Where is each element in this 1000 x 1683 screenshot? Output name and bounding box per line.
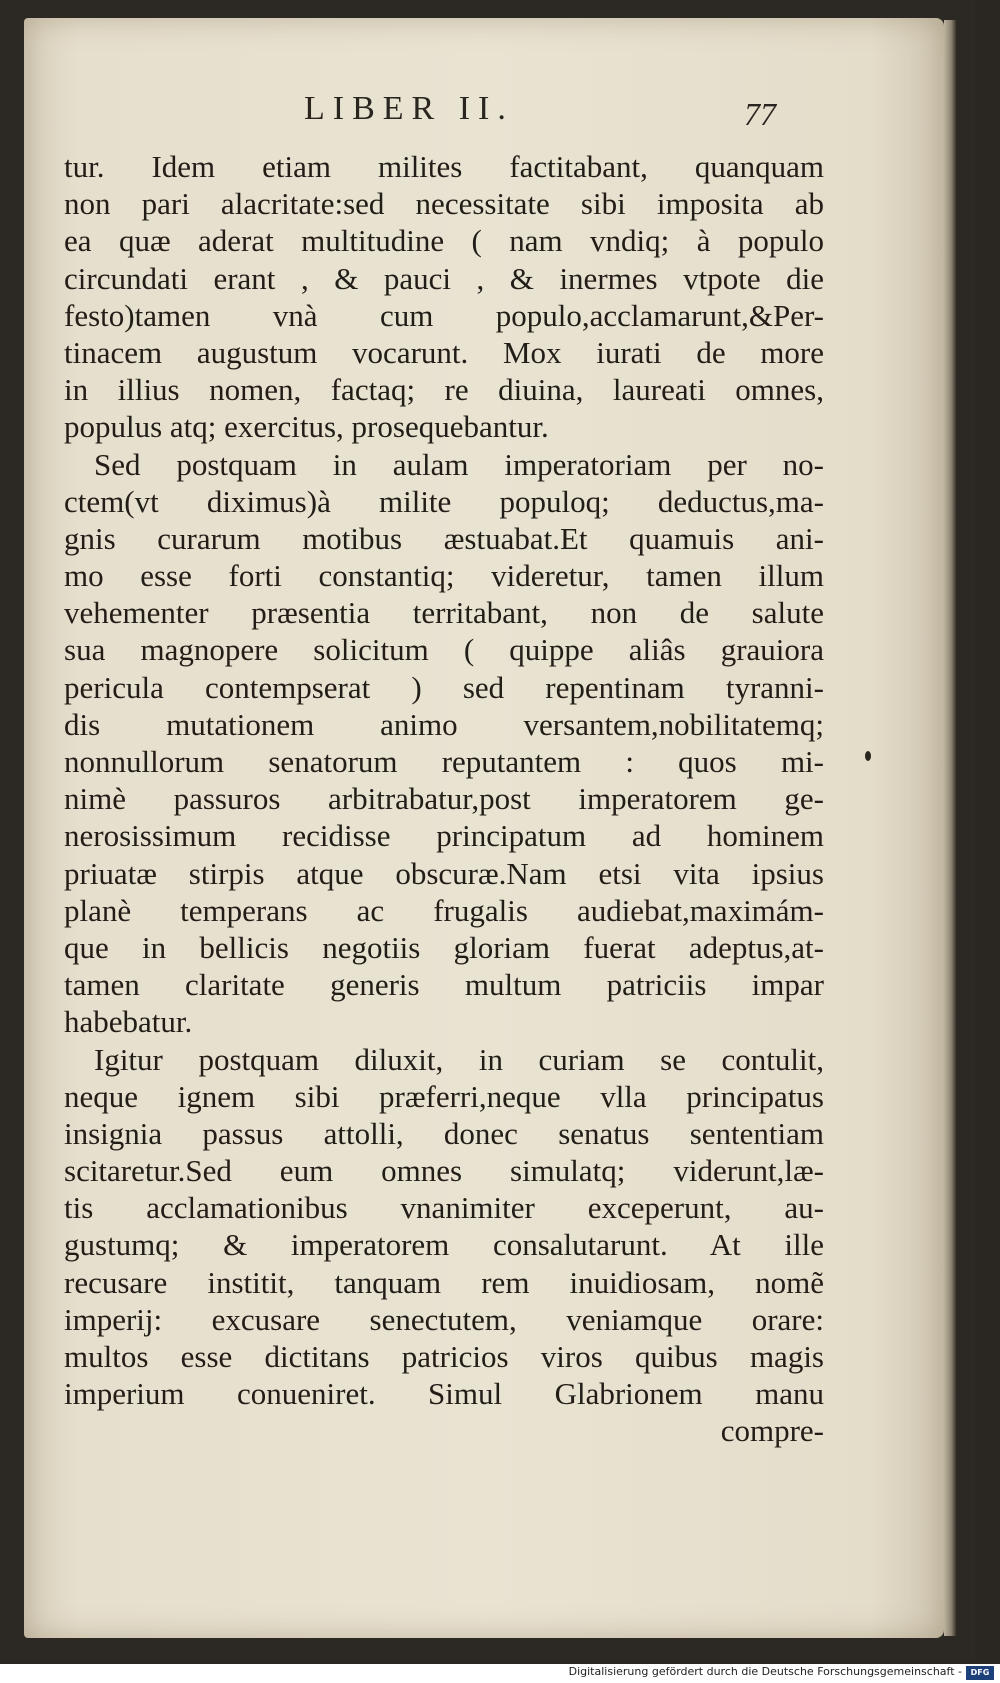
page-edge	[944, 20, 956, 1636]
text-line: tamen claritate generis multum patriciis impar	[64, 967, 824, 1003]
text-line: non pari alacritate:sed necessitate sibi imposita ab	[64, 186, 824, 222]
text-line: que in bellicis negotiis gloriam fuerat adeptus,at-	[64, 929, 824, 965]
digitization-footer	[0, 1664, 1000, 1683]
text-line: multos esse dictitans patricios viros quibus magis	[64, 1339, 824, 1374]
text-line: tur. Idem etiam milites factitabant, quanquam	[64, 149, 824, 184]
text-line: nonnullorum senatorum reputantem : quos mi-	[64, 744, 824, 779]
text-line: tis acclamationibus vnanimiter exceperunt, au-	[64, 1190, 824, 1226]
running-head	[24, 90, 944, 140]
text-line: nerosissimum recidisse principatum ad hominem	[64, 818, 824, 854]
text-line: ea quæ aderat multitudine ( nam vndiq; à populo	[64, 223, 824, 259]
ink-speck	[865, 751, 871, 761]
text-line: priuatæ stirpis atque obscuræ.Nam etsi vita ipsius	[64, 855, 824, 891]
paragraph-start-line: Igitur postquam diluxit, in curiam se contulit,	[94, 1041, 824, 1077]
text-line: planè temperans ac frugalis audiebat,maximám-	[64, 892, 824, 928]
text-line: ctem(vt diximus)à milite populoq; deductus,ma-	[64, 483, 824, 519]
footer-credit: Digitalisierung gefördert durch die Deutsche Forschungsgemeinschaft -	[568, 1665, 962, 1678]
text-line: mo esse forti constantiq; videretur, tamen illum	[64, 558, 824, 594]
text-line: populus atq; exercitus, prosequebantur.	[64, 409, 549, 445]
text-line: in illius nomen, factaq; re diuina, laureati omnes,	[64, 372, 824, 408]
text-line: nimè passuros arbitrabatur,post imperatorem ge-	[64, 781, 824, 817]
running-head-title: LIBER II.	[304, 90, 514, 127]
text-line: tinacem augustum vocarunt. Mox iurati de more	[64, 334, 824, 370]
book-page	[24, 18, 944, 1638]
text-line: gustumq; & imperatorem consalutarunt. At ille	[64, 1227, 824, 1263]
text-line: imperium conueniret. Simul Glabrionem manu	[64, 1376, 824, 1412]
text-line: festo)tamen vnà cum populo,acclamarunt,&Per-	[64, 297, 824, 333]
text-line: gnis curarum motibus æstuabat.Et quamuis ani-	[64, 520, 824, 556]
text-line: habebatur.	[64, 1004, 193, 1040]
text-line: dis mutationem animo versantem,nobilitatemq;	[64, 706, 824, 742]
text-line: pericula contempserat ) sed repentinam tyranni-	[64, 669, 824, 705]
text-line: insignia passus attolli, donec senatus sententiam	[64, 1115, 824, 1151]
text-line: sua magnopere solicitum ( quippe aliâs grauiora	[64, 632, 824, 668]
text-line: vehementer præsentia territabant, non de salute	[64, 595, 824, 631]
text-line: circundati erant , & pauci , & inermes vtpote die	[64, 260, 824, 296]
paragraph-start-line: Sed postquam in aulam imperatoriam per no-	[94, 446, 824, 482]
body-text	[64, 148, 824, 1450]
text-line: imperij: excusare senectutem, veniamque orare:	[64, 1301, 824, 1337]
dfg-logo-icon: DFG	[966, 1666, 994, 1680]
catchword: compre-	[720, 1413, 824, 1449]
page-number: 77	[744, 96, 776, 132]
text-line: neque ignem sibi præferri,neque vlla principatus	[64, 1078, 824, 1114]
text-line: recusare institit, tanquam rem inuidiosam, nomẽ	[64, 1264, 824, 1300]
text-line: scitaretur.Sed eum omnes simulatq; viderunt,læ-	[64, 1153, 824, 1189]
